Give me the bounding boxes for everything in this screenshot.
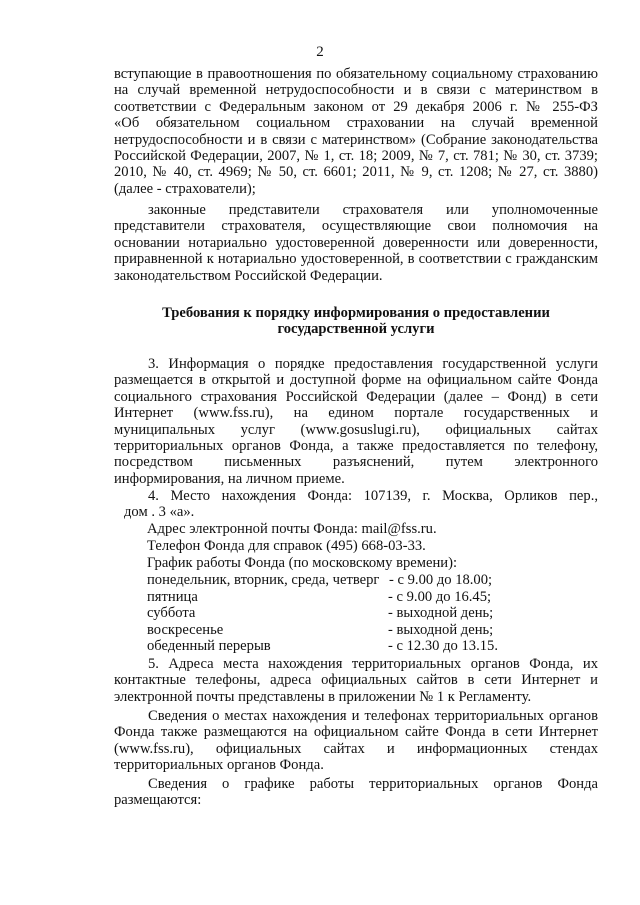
text-line: нетрудоспособности и в связи с материнством» (Собрание законодательства <box>114 131 598 148</box>
schedule-title: График работы Фонда (по московскому времени): <box>147 555 457 572</box>
text-line: дом . 3 «а». <box>124 504 195 521</box>
contact-lines <box>147 521 597 572</box>
schedule-row <box>147 622 587 639</box>
text-line: муниципальных услуг (www.gosuslugi.ru), официальных сайтах <box>114 421 598 438</box>
schedule-days: суббота <box>147 605 196 622</box>
text-line: Интернет (www.fss.ru), на едином портале государственных и <box>114 405 598 422</box>
schedule-days: понедельник, вторник, среда, четверг <box>147 572 380 588</box>
email-line: Адрес электронной почты Фонда: mail@fss.ru. <box>147 521 437 537</box>
text-line: законные представители страхователя или уполномоченные <box>148 202 598 218</box>
paragraph-5-addresses <box>114 656 598 705</box>
text-line: размещается в открытой и доступной форме на официальном сайте Фонда <box>114 372 598 389</box>
text-line: 5. Адреса места нахождения территориальных органов Фонда, их <box>148 656 598 672</box>
text-line: приравненной к нотариально удостоверенной, в соответствии с гражданским <box>114 251 598 268</box>
paragraph-representatives <box>114 202 598 284</box>
schedule-time: - с 9.00 до 16.45; <box>388 588 492 605</box>
schedule-days: пятница <box>147 588 198 605</box>
schedule-days: обеденный перерыв <box>147 638 271 655</box>
text-line: электронной почты представлены в приложении № 1 к Регламенту. <box>114 688 532 705</box>
paragraph-territorial-info <box>114 708 598 774</box>
paragraph-insured-persons <box>114 66 598 197</box>
text-line: на случай временной нетрудоспособности и в связи с материнством в <box>114 82 598 99</box>
heading-line: Требования к порядку информирования о предоставлении <box>162 305 550 321</box>
paragraph-4-location <box>114 488 598 521</box>
text-line: Российской Федерации, 2007, № 1, ст. 18; 2009, № 7, ст. 781; № 30, ст. 3739; <box>114 148 598 165</box>
text-line: информирования, на личном приеме. <box>114 470 345 487</box>
schedule-row <box>147 638 587 655</box>
schedule-row <box>147 572 587 589</box>
text-line: 3. Информация о порядке предоставления государственной услуги <box>148 356 598 372</box>
text-line: Сведения о местах нахождения и телефонах территориальных органов <box>148 708 598 724</box>
text-line: законодательством Российской Федерации. <box>114 267 383 284</box>
text-line: размещаются: <box>114 792 202 809</box>
phone-line: Телефон Фонда для справок (495) 668-03-33. <box>147 538 426 555</box>
text-line: территориальных органов Фонда. <box>114 757 324 774</box>
text-line: (далее - страхователи); <box>114 180 256 197</box>
schedule-table <box>147 572 587 655</box>
schedule-row <box>147 589 587 606</box>
paragraph-3-information <box>114 356 598 487</box>
paragraph-schedule-info <box>114 776 598 809</box>
text-line: вступающие в правоотношения по обязательному социальному страхованию <box>114 66 598 82</box>
text-line: Сведения о графике работы территориальных органов Фонда <box>148 776 598 792</box>
text-line: представители страхователя, осуществляющие свои полномочия на <box>114 218 598 235</box>
schedule-time: - с 12.30 до 13.15. <box>388 638 498 655</box>
text-line: 4. Место нахождения Фонда: 107139, г. Москва, Орликов пер., <box>148 488 598 504</box>
schedule-time: - с 9.00 до 18.00; <box>389 572 493 588</box>
text-line: 2010, № 40, ст. 4969; № 50, ст. 6601; 2011, № 9, ст. 1208; № 27, ст. 3880) <box>114 164 598 181</box>
text-line: Фонда также размещаются на официальном сайте Фонда в сети Интернет <box>114 724 598 741</box>
text-line: (www.fss.ru), официальных сайтах и информационных стендах <box>114 740 598 757</box>
text-line: посредством письменных разъяснений, путем электронного <box>114 454 598 471</box>
schedule-row <box>147 605 587 622</box>
page-number: 2 <box>316 44 324 60</box>
text-line: контактные телефоны, адреса официальных сайтов в сети Интернет и <box>114 672 598 689</box>
section-heading <box>114 305 598 338</box>
schedule-time: - выходной день; <box>388 605 494 622</box>
text-line: соответствии с Федеральным законом от 29 декабря 2006 г. № 255-ФЗ <box>114 98 598 115</box>
text-line: «Об обязательном социальном страховании на случай временной <box>114 115 598 132</box>
text-line: основании нотариально удостоверенной доверенности или доверенности, <box>114 234 598 251</box>
text-line: территориальных органов Фонда, а также предоставляется по телефону, <box>114 438 598 455</box>
heading-line: государственной услуги <box>277 321 435 338</box>
text-line: социального страхования Российской Федерации (далее – Фонд) в сети <box>114 388 598 405</box>
schedule-days: воскресенье <box>147 621 224 638</box>
schedule-time: - выходной день; <box>388 621 494 638</box>
